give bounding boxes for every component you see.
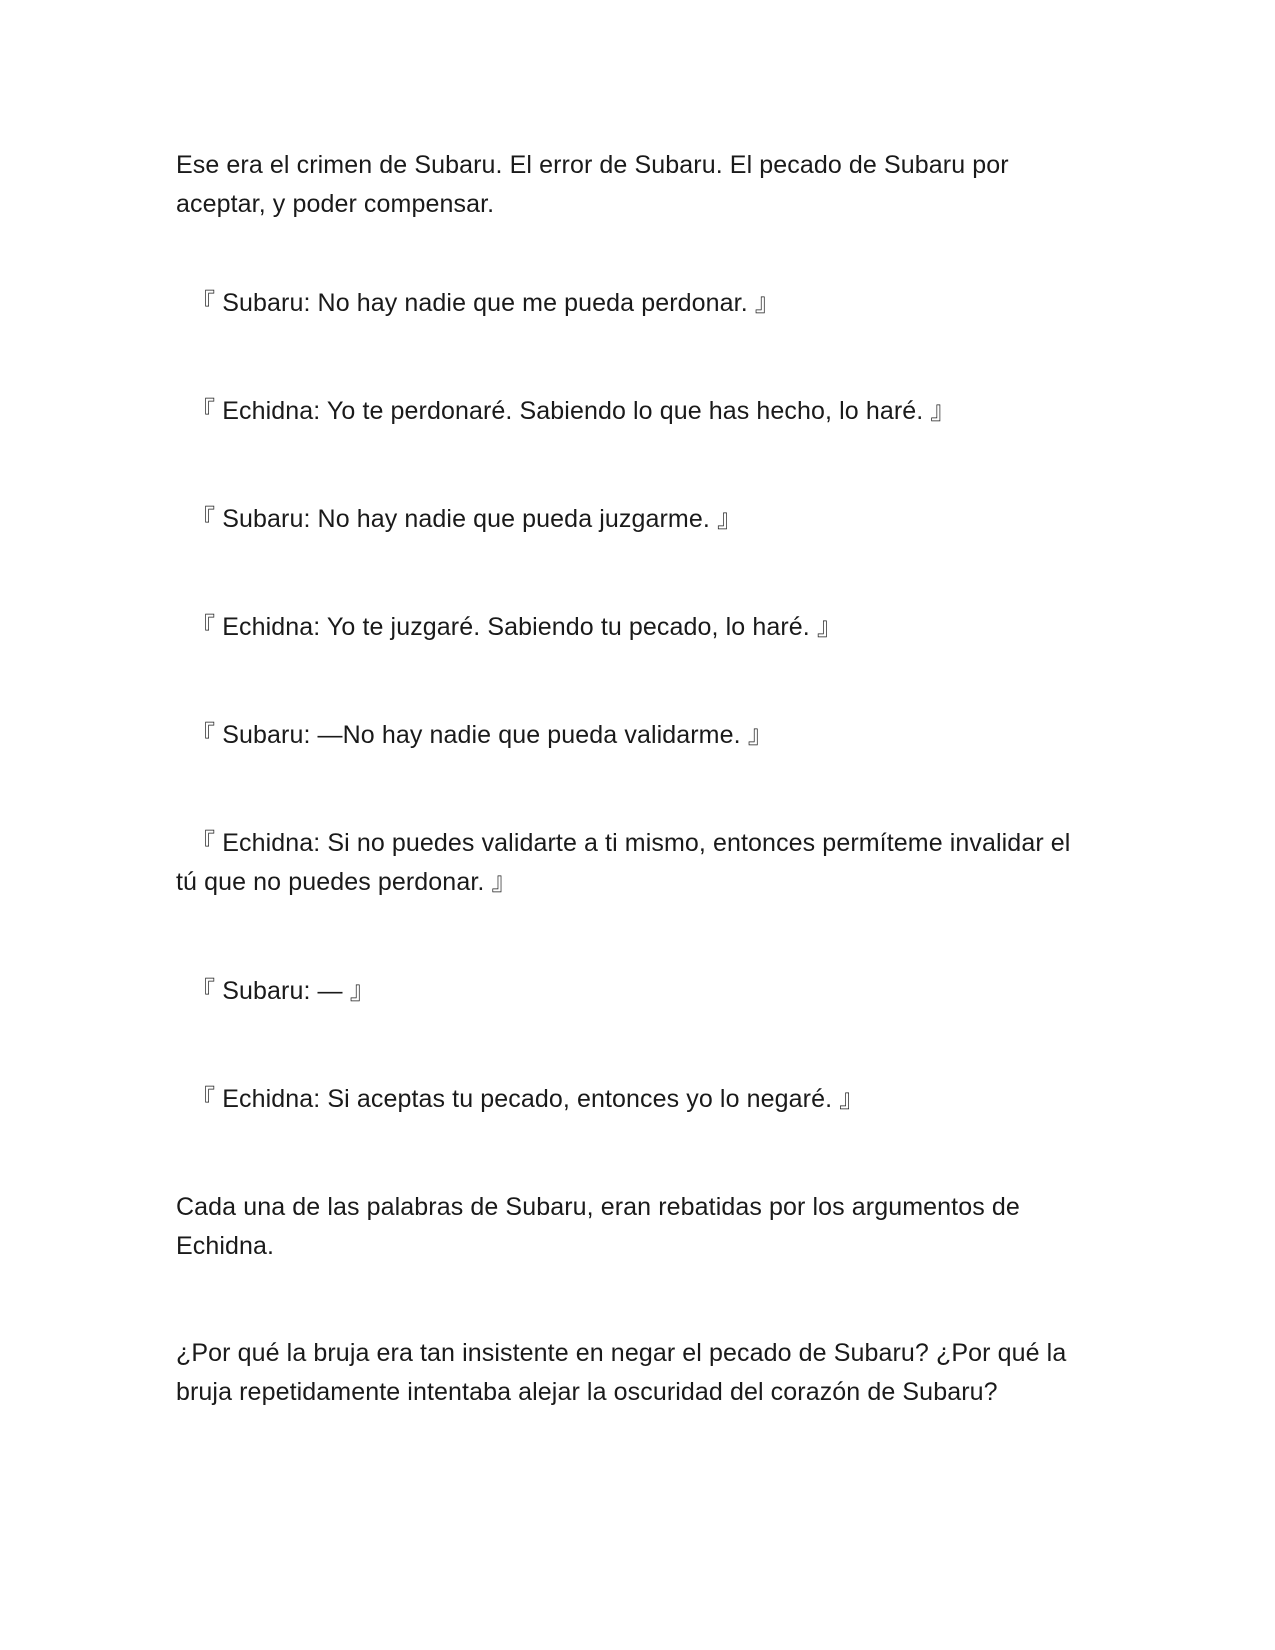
dialogue-echidna-4: 『 Echidna: Si aceptas tu pecado, entonces yo lo negaré. 』	[176, 1085, 865, 1113]
dialogue-echidna-1: 『 Echidna: Yo te perdonaré. Sabiendo lo que has hecho, lo haré. 』	[176, 397, 956, 425]
dialogue-echidna-2: 『 Echidna: Yo te juzgaré. Sabiendo tu pecado, lo haré. 』	[176, 613, 842, 641]
dialogue-subaru-1: 『 Subaru: No hay nadie que me pueda perdonar. 』	[176, 289, 780, 317]
dialogue-subaru-3: 『 Subaru: —No hay nadie que pueda validarme. 』	[176, 721, 773, 749]
dialogue-subaru-4: 『 Subaru: — 』	[176, 977, 375, 1005]
paragraph-narration-2: Cada una de las palabras de Subaru, eran rebatidas por los argumentos de Echidna.	[176, 1193, 1020, 1260]
dialogue-subaru-2: 『 Subaru: No hay nadie que pueda juzgarme. 』	[176, 505, 743, 533]
paragraph-narration-1: Ese era el crimen de Subaru. El error de Subaru. El pecado de Subaru por aceptar, y poder compensar.	[176, 151, 1009, 218]
paragraph-narration-3: ¿Por qué la bruja era tan insistente en negar el pecado de Subaru? ¿Por qué la bruja repetidamente intentaba alejar la oscuridad del corazón de Subaru?	[176, 1339, 1067, 1406]
dialogue-echidna-3: 『 Echidna: Si no puedes validarte a ti mismo, entonces permíteme invalidar el tú que no puedes perdonar. 』	[176, 829, 1071, 896]
